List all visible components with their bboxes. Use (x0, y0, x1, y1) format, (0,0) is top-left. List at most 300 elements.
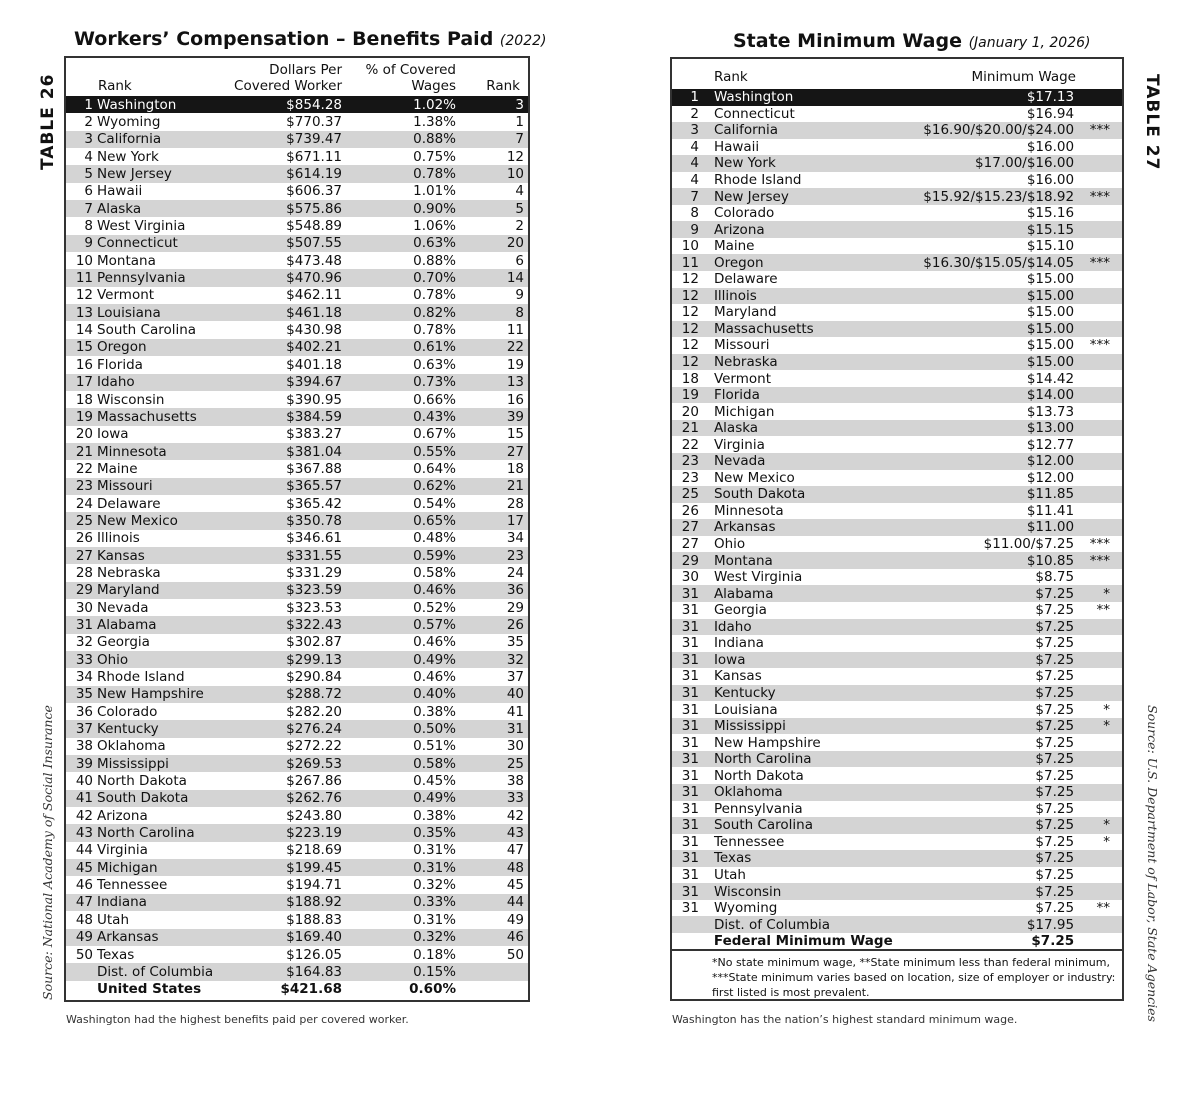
cell-dollars-per-worker: $575.86 (286, 200, 342, 217)
table-row (672, 751, 1122, 768)
table-row (672, 139, 1122, 156)
cell-state: Tennessee (97, 877, 168, 894)
cell-pct-covered-wages: 0.62% (413, 478, 456, 495)
cell-pct-covered-wages: 0.38% (413, 703, 456, 720)
cell-dollars-per-worker: $290.84 (286, 669, 342, 686)
table-row (66, 269, 528, 286)
table-row (66, 616, 528, 633)
cell-pct-covered-wages: 0.54% (413, 495, 456, 512)
cell-rank: 31 (681, 784, 699, 801)
cell-rank: 46 (75, 877, 93, 894)
cell-minimum-wage: $7.25 (1035, 668, 1075, 685)
cell-rank: 9 (690, 221, 699, 238)
cell-state: North Dakota (713, 767, 804, 784)
cell-pct-rank: 32 (506, 651, 524, 668)
cell-rank: 8 (690, 205, 699, 222)
cell-pct-covered-wages: 0.60% (409, 981, 456, 998)
table-row (672, 552, 1122, 569)
cell-pct-covered-wages: 0.31% (413, 859, 456, 876)
cell-rank: 12 (681, 354, 699, 371)
table-row (66, 582, 528, 599)
cell-footnote-mark: *** (1089, 552, 1110, 569)
cell-pct-covered-wages: 0.66% (413, 391, 456, 408)
cell-pct-rank: 3 (515, 96, 524, 113)
cell-dollars-per-worker: $365.42 (286, 495, 342, 512)
cell-pct-covered-wages: 0.45% (413, 773, 456, 790)
cell-minimum-wage: $7.25 (1035, 751, 1075, 768)
cell-state: Texas (97, 946, 135, 963)
cell-rank: 12 (75, 287, 93, 304)
cell-rank: 35 (75, 686, 93, 703)
cell-rank: 5 (84, 166, 93, 183)
cell-rank: 27 (75, 547, 93, 564)
cell-state: Michigan (97, 859, 158, 876)
cell-pct-covered-wages: 0.63% (413, 356, 456, 373)
minimum-wage-table (670, 57, 1124, 1001)
cell-pct-covered-wages: 0.46% (413, 634, 456, 651)
cell-dollars-per-worker: $671.11 (286, 148, 342, 165)
cell-state: Alaska (97, 200, 142, 217)
cell-rank: 21 (681, 420, 699, 437)
cell-minimum-wage: $15.92/$15.23/$18.92 (923, 188, 1075, 205)
cell-state: Wisconsin (97, 391, 165, 408)
cell-dollars-per-worker: $350.78 (286, 512, 342, 529)
cell-state: Alabama (713, 585, 774, 602)
cell-dollars-per-worker: $164.83 (286, 963, 342, 980)
cell-rank: 43 (75, 825, 93, 842)
header-dollars: Dollars Per Covered Worker (234, 62, 342, 94)
cell-dollars-per-worker: $218.69 (286, 842, 342, 859)
cell-pct-rank: 11 (506, 322, 524, 339)
cell-state: Ohio (97, 651, 129, 668)
cell-pct-rank: 13 (506, 374, 524, 391)
cell-state: Missouri (713, 337, 770, 354)
cell-state: Illinois (713, 287, 757, 304)
cell-pct-covered-wages: 0.38% (413, 807, 456, 824)
cell-dollars-per-worker: $323.53 (286, 599, 342, 616)
cell-dollars-per-worker: $606.37 (286, 183, 342, 200)
cell-minimum-wage: $17.95 (1026, 916, 1075, 933)
cell-pct-rank: 30 (506, 738, 524, 755)
cell-rank: 40 (75, 773, 93, 790)
cell-rank: 26 (681, 502, 699, 519)
table-row (672, 370, 1122, 387)
table-row (672, 718, 1122, 735)
cell-state: New Jersey (713, 188, 789, 205)
cell-rank: 27 (681, 519, 699, 536)
cell-rank: 23 (681, 469, 699, 486)
cell-dollars-per-worker: $548.89 (286, 218, 342, 235)
cell-pct-covered-wages: 0.49% (413, 651, 456, 668)
cell-state: Wyoming (713, 900, 778, 917)
cell-minimum-wage: $16.00 (1026, 138, 1075, 155)
cell-minimum-wage: $7.25 (1035, 602, 1075, 619)
cell-rank: 50 (75, 946, 93, 963)
cell-pct-rank: 40 (506, 686, 524, 703)
cell-rank: 28 (75, 564, 93, 581)
cell-state: West Virginia (97, 218, 186, 235)
table-row (66, 165, 528, 182)
cell-dollars-per-worker: $854.28 (286, 96, 342, 113)
cell-pct-covered-wages: 0.58% (413, 564, 456, 581)
table-row (672, 850, 1122, 867)
table-row (672, 288, 1122, 305)
cell-minimum-wage: $8.75 (1035, 569, 1075, 586)
cell-state: Alaska (713, 420, 759, 437)
table-row (672, 205, 1122, 222)
cell-pct-covered-wages: 0.48% (413, 530, 456, 547)
cell-dollars-per-worker: $365.57 (286, 478, 342, 495)
right-note: Washington has the nation’s highest standard minimum wage. (672, 1013, 1018, 1026)
cell-pct-rank: 27 (506, 443, 524, 460)
left-title: Workers’ Compensation – Benefits Paid (2022) (74, 28, 547, 50)
table-row (66, 911, 528, 928)
cell-state: New Hampshire (97, 686, 204, 703)
cell-rank: 22 (75, 460, 93, 477)
cell-dollars-per-worker: $188.92 (286, 894, 342, 911)
cell-rank: 15 (75, 339, 93, 356)
cell-dollars-per-worker: $614.19 (286, 166, 342, 183)
table-27-label: TABLE 27 (1142, 74, 1162, 171)
table-row (672, 304, 1122, 321)
footnote (672, 949, 1122, 1000)
cell-dollars-per-worker: $302.87 (286, 634, 342, 651)
cell-pct-rank: 24 (506, 564, 524, 581)
table-row (672, 321, 1122, 338)
cell-rank: 24 (75, 495, 93, 512)
cell-pct-rank: 15 (506, 426, 524, 443)
table-row (672, 188, 1122, 205)
table-row (672, 89, 1122, 106)
cell-pct-rank: 25 (506, 755, 524, 772)
cell-footnote-mark: *** (1089, 536, 1110, 553)
cell-dollars-per-worker: $430.98 (286, 322, 342, 339)
table-row (672, 817, 1122, 834)
cell-state: Indiana (713, 635, 764, 652)
table-row (672, 602, 1122, 619)
cell-state: Maryland (713, 304, 777, 321)
cell-state: New York (97, 148, 159, 165)
table-row (66, 686, 528, 703)
cell-pct-rank: 18 (506, 460, 524, 477)
cell-state: New Mexico (97, 512, 178, 529)
cell-rank: 9 (84, 235, 93, 252)
cell-state: Alabama (97, 616, 157, 633)
cell-rank: 31 (681, 850, 699, 867)
cell-rank: 22 (681, 436, 699, 453)
cell-rank: 18 (75, 391, 93, 408)
cell-pct-rank: 46 (506, 929, 524, 946)
cell-state: Maine (97, 460, 138, 477)
table-row (672, 834, 1122, 851)
left-note: Washington had the highest benefits paid per covered worker. (66, 1013, 409, 1026)
cell-minimum-wage: $16.90/$20.00/$24.00 (923, 122, 1075, 139)
cell-rank: 47 (75, 894, 93, 911)
cell-pct-rank: 9 (515, 287, 524, 304)
cell-pct-rank: 1 (515, 114, 524, 131)
cell-state: North Dakota (97, 773, 187, 790)
table-row (66, 356, 528, 373)
cell-rank: 1 (690, 89, 699, 106)
table-row (672, 701, 1122, 718)
cell-state: Washington (713, 89, 794, 106)
table-row (66, 894, 528, 911)
table-row (66, 859, 528, 876)
cell-state: Nebraska (713, 354, 778, 371)
cell-minimum-wage: $16.94 (1026, 105, 1075, 122)
cell-pct-rank: 34 (506, 530, 524, 547)
cell-minimum-wage: $17.00/$16.00 (975, 155, 1075, 172)
cell-minimum-wage: $7.25 (1035, 817, 1075, 834)
table-row (66, 668, 528, 685)
cell-pct-covered-wages: 0.78% (413, 322, 456, 339)
cell-pct-rank: 37 (506, 669, 524, 686)
cell-state: Arkansas (713, 519, 776, 536)
table-row (66, 564, 528, 581)
cell-rank: 49 (75, 929, 93, 946)
cell-rank: 25 (681, 486, 699, 503)
cell-state: Delaware (713, 271, 778, 288)
cell-dollars-per-worker: $169.40 (286, 929, 342, 946)
cell-state: Kansas (713, 668, 762, 685)
cell-rank: 27 (681, 536, 699, 553)
cell-pct-covered-wages: 0.31% (413, 911, 456, 928)
cell-minimum-wage: $11.41 (1026, 502, 1075, 519)
cell-dollars-per-worker: $462.11 (286, 287, 342, 304)
cell-dollars-per-worker: $739.47 (286, 131, 342, 148)
left-source: Source: National Academy of Social Insurance (40, 705, 55, 1000)
cell-pct-covered-wages: 0.49% (413, 790, 456, 807)
cell-pct-rank: 29 (506, 599, 524, 616)
cell-rank: 7 (690, 188, 699, 205)
cell-minimum-wage: $16.00 (1026, 172, 1075, 188)
cell-minimum-wage: $12.00 (1026, 469, 1075, 486)
table-row (672, 784, 1122, 801)
cell-minimum-wage: $7.25 (1035, 635, 1075, 652)
footnote-line: ***State minimum varies based on location, size of employer or industry: (712, 971, 1116, 985)
cell-minimum-wage: $7.25 (1035, 883, 1075, 900)
cell-state: New Jersey (97, 166, 172, 183)
table-row (66, 634, 528, 651)
cell-state: Dist. of Columbia (97, 963, 214, 980)
cell-pct-rank: 47 (506, 842, 524, 859)
cell-pct-rank: 43 (506, 825, 524, 842)
cell-footnote-mark: ** (1096, 900, 1110, 917)
cell-state: Georgia (97, 634, 150, 651)
cell-state: Wyoming (97, 114, 161, 131)
cell-minimum-wage: $17.13 (1026, 89, 1075, 106)
cell-dollars-per-worker: $223.19 (286, 825, 342, 842)
cell-pct-rank: 42 (506, 807, 524, 824)
cell-pct-covered-wages: 0.64% (413, 460, 456, 477)
cell-state: Vermont (713, 370, 772, 387)
cell-pct-rank: 19 (506, 356, 524, 373)
cell-state: Minnesota (713, 502, 784, 519)
cell-minimum-wage: $7.25 (1035, 684, 1075, 701)
cell-rank: 3 (690, 122, 699, 139)
table-row (672, 470, 1122, 487)
cell-state: Utah (713, 866, 746, 883)
cell-minimum-wage: $11.00 (1026, 519, 1075, 536)
cell-rank: 45 (75, 859, 93, 876)
cell-rank: 31 (681, 817, 699, 834)
cell-state: Montana (97, 252, 156, 269)
cell-minimum-wage: $7.25 (1035, 900, 1075, 917)
cell-minimum-wage: $13.73 (1026, 403, 1075, 420)
cell-state: Georgia (713, 602, 767, 619)
cell-minimum-wage: $7.25 (1035, 767, 1075, 784)
cell-footnote-mark: * (1103, 817, 1110, 834)
cell-minimum-wage: $15.00 (1026, 337, 1075, 354)
cell-minimum-wage: $7.25 (1035, 718, 1075, 735)
cell-rank: 44 (75, 842, 93, 859)
cell-pct-covered-wages: 0.82% (413, 304, 456, 321)
cell-pct-covered-wages: 0.59% (413, 547, 456, 564)
cell-rank: 19 (75, 408, 93, 425)
cell-pct-rank: 8 (515, 304, 524, 321)
cell-state: Florida (713, 387, 760, 404)
cell-state: Idaho (97, 374, 135, 391)
cell-state: Ohio (713, 536, 746, 553)
cell-dollars-per-worker: $323.59 (286, 582, 342, 599)
cell-rank: 48 (75, 911, 93, 928)
cell-rank: 12 (681, 271, 699, 288)
cell-pct-covered-wages: 0.46% (413, 669, 456, 686)
table-row (66, 495, 528, 512)
cell-state: Dist. of Columbia (713, 916, 831, 933)
cell-state: Delaware (97, 495, 161, 512)
cell-rank: 31 (681, 651, 699, 668)
cell-rank: 31 (681, 618, 699, 635)
cell-pct-covered-wages: 0.18% (413, 946, 456, 963)
cell-dollars-per-worker: $188.83 (286, 911, 342, 928)
cell-minimum-wage: $7.25 (1035, 651, 1075, 668)
cell-state: Oklahoma (97, 738, 166, 755)
cell-dollars-per-worker: $346.61 (286, 530, 342, 547)
cell-rank: 16 (75, 356, 93, 373)
cell-pct-rank: 17 (506, 512, 524, 529)
cell-state: Virginia (97, 842, 148, 859)
cell-state: West Virginia (713, 569, 803, 586)
cell-state: Nevada (97, 599, 149, 616)
cell-footnote-mark: * (1103, 718, 1110, 735)
cell-pct-rank: 36 (506, 582, 524, 599)
cell-state: Hawaii (713, 138, 760, 155)
cell-rank: 29 (75, 582, 93, 599)
cell-minimum-wage: $15.15 (1026, 221, 1075, 238)
cell-footnote-mark: *** (1089, 337, 1110, 354)
cell-rank: 11 (681, 254, 699, 271)
cell-state: Rhode Island (97, 669, 185, 686)
cell-minimum-wage: $15.00 (1026, 271, 1075, 288)
table-row (672, 387, 1122, 404)
cell-pct-covered-wages: 1.38% (413, 114, 456, 131)
table-row (66, 512, 528, 529)
cell-state: Montana (713, 552, 773, 569)
cell-dollars-per-worker: $126.05 (286, 946, 342, 963)
cell-state: South Carolina (97, 322, 197, 339)
cell-dollars-per-worker: $282.20 (286, 703, 342, 720)
cell-rank: 21 (75, 443, 93, 460)
table-row (66, 374, 528, 391)
cell-rank: 31 (681, 866, 699, 883)
cell-rank: 12 (681, 304, 699, 321)
cell-rank: 19 (681, 387, 699, 404)
table-row (66, 200, 528, 217)
cell-state: Kansas (97, 547, 145, 564)
table-row (672, 172, 1122, 189)
cell-minimum-wage: $15.10 (1026, 238, 1075, 255)
table-row (66, 772, 528, 789)
cell-state: Vermont (97, 287, 155, 304)
cell-dollars-per-worker: $470.96 (286, 270, 342, 287)
cell-rank: 8 (84, 218, 93, 235)
cell-dollars-per-worker: $421.68 (280, 981, 342, 998)
cell-pct-covered-wages: 0.50% (413, 721, 456, 738)
cell-rank: 31 (681, 751, 699, 768)
table-row (672, 503, 1122, 520)
table-row (66, 963, 528, 980)
cell-dollars-per-worker: $199.45 (286, 859, 342, 876)
cell-dollars-per-worker: $383.27 (286, 426, 342, 443)
cell-rank: 33 (75, 651, 93, 668)
cell-state: Iowa (713, 651, 746, 668)
table-row (672, 155, 1122, 172)
cell-minimum-wage: $14.42 (1026, 370, 1075, 387)
cell-state: Maryland (97, 582, 160, 599)
right-source: Source: U.S. Department of Labor, State Agencies (1145, 705, 1160, 1022)
cell-minimum-wage: $7.25 (1035, 850, 1075, 867)
cell-rank: 18 (681, 370, 699, 387)
cell-state: New Mexico (713, 469, 795, 486)
cell-minimum-wage: $7.25 (1035, 618, 1075, 635)
benefits-table-header (66, 58, 528, 96)
cell-rank: 31 (681, 718, 699, 735)
cell-state: Connecticut (97, 235, 178, 252)
cell-dollars-per-worker: $381.04 (286, 443, 342, 460)
cell-pct-covered-wages: 0.63% (413, 235, 456, 252)
cell-dollars-per-worker: $272.22 (286, 738, 342, 755)
cell-state: Oklahoma (713, 784, 783, 801)
cell-pct-rank: 21 (506, 478, 524, 495)
cell-rank: 31 (681, 701, 699, 718)
table-row (66, 443, 528, 460)
cell-rank: 3 (84, 131, 93, 148)
cell-minimum-wage: $7.25 (1035, 866, 1075, 883)
cell-state: Minnesota (97, 443, 167, 460)
cell-state: Louisiana (713, 701, 778, 718)
table-row (672, 801, 1122, 818)
table-row (66, 720, 528, 737)
cell-state: New York (713, 155, 776, 172)
table-row (672, 619, 1122, 636)
cell-pct-rank: 50 (506, 946, 524, 963)
cell-pct-covered-wages: 0.58% (413, 755, 456, 772)
cell-minimum-wage: $12.00 (1026, 453, 1075, 470)
cell-footnote-mark: ** (1096, 602, 1110, 619)
cell-pct-covered-wages: 0.70% (413, 270, 456, 287)
cell-pct-rank: 6 (515, 252, 524, 269)
table-row (672, 254, 1122, 271)
header-rank2: Rank (486, 78, 520, 94)
cell-pct-rank: 14 (506, 270, 524, 287)
table-row (66, 703, 528, 720)
right-title: State Minimum Wage (January 1, 2026) (733, 30, 1091, 52)
table-row (66, 148, 528, 165)
cell-state: Mississippi (97, 755, 169, 772)
cell-pct-covered-wages: 0.57% (413, 616, 456, 633)
cell-dollars-per-worker: $194.71 (286, 877, 342, 894)
